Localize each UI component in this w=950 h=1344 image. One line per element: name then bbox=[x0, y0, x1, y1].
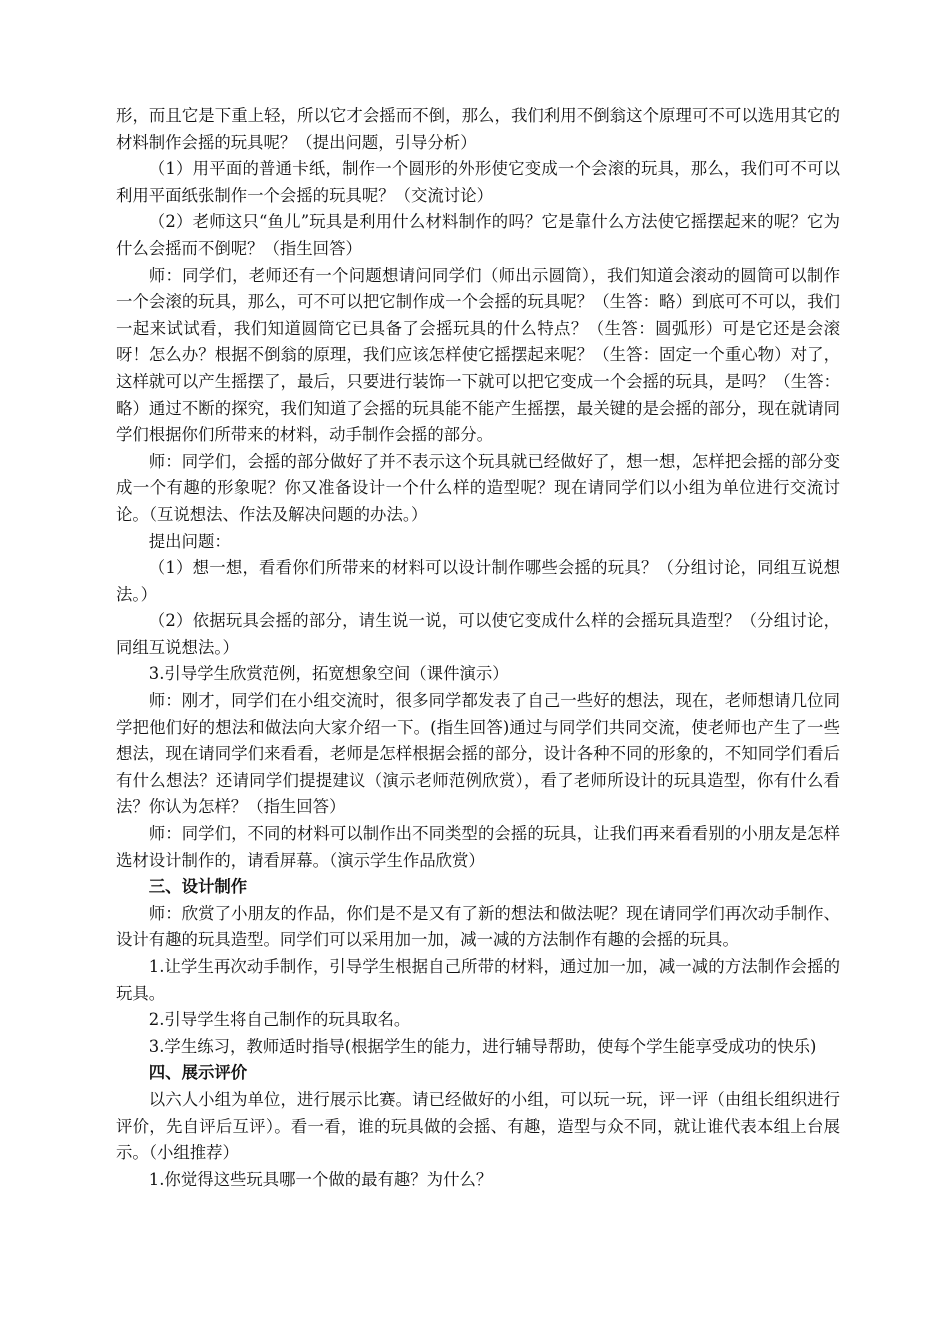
paragraph-discuss-1: （1）想一想，看看你们所带来的材料可以设计制作哪些会摇的玩具？（分组讨论，同组互说想法。） bbox=[116, 558, 840, 604]
paragraph-question-1: （1）用平面的普通卡纸，制作一个圆形的外形使它变成一个会滚的玩具，那么，我们可不可以利用平面纸张制作一个会摇的玩具呢？（交流讨论） bbox=[116, 159, 840, 205]
paragraph-teacher-screen: 师：同学们，不同的材料可以制作出不同类型的会摇的玩具，让我们再来看看别的小朋友是怎样选材设计制作的，请看屏幕。（演示学生作品欣赏） bbox=[116, 824, 840, 870]
section-heading-design: 三、设计制作 bbox=[148, 877, 248, 897]
paragraph-group-contest: 以六人小组为单位，进行展示比赛。请已经做好的小组，可以玩一玩，评一评（由组长组织进行评价，先自评后互评）。看一看，谁的玩具做的会摇、有趣，造型与众不同，就让谁代表本组上台展示。（小组推荐） bbox=[116, 1089, 840, 1163]
paragraph-make-2: 2.引导学生将自己制作的玩具取名。 bbox=[148, 1010, 411, 1030]
paragraph-teacher-appreciate: 师：欣赏了小朋友的作品，你们是不是又有了新的想法和做法呢？现在请同学们再次动手制作、设计有趣的玩具造型。同学们可以采用加一加，减一减的方法制作有趣的会摇的玩具。 bbox=[116, 903, 840, 950]
paragraph-discuss-2: （2）依据玩具会摇的部分，请生说一说，可以使它变成什么样的会摇玩具造型？（分组讨论，同组互说想法。） bbox=[116, 611, 840, 657]
paragraph-eval-question-1: 1.你觉得这些玩具哪一个做的最有趣？为什么？ bbox=[148, 1169, 493, 1189]
paragraph-teacher-cylinder: 师：同学们，老师还有一个问题想请问同学们（师出示圆筒），我们知道会滚动的圆筒可以制作一个会滚的玩具，那么，可不可以把它制作成一个会摇的玩具呢？（生答：略）到底可不可以，我们一起来试试看，我们知道圆筒它已具备了会摇玩具的什么特点？（生答：圆弧形）可是它还是会滚呀！怎么办？根据不倒翁的原理，我们应该怎样使它摇摆起来呢？（生答：固定一个重心物）对了，这样就可以产生摇摆了，最后，只要进行装饰一下就可以把它变成一个会摇的玩具，是吗？（生答：略）通过不断的探究，我们知道了会摇的玩具能不能产生摇摆，最关键的是会摇的部分，现在就请同学们根据你们所带来的材料，动手制作会摇的部分。 bbox=[116, 265, 840, 445]
paragraph-question-2: （2）老师这只“鱼儿”玩具是利用什么材料制作的吗？它是靠什么方法使它摇摆起来的呢？它为什么会摇而不倒呢？（指生回答） bbox=[116, 212, 840, 258]
paragraph-make-3: 3.学生练习，教师适时指导(根据学生的能力，进行辅导帮助，使每个学生能享受成功的快乐) bbox=[148, 1036, 817, 1056]
paragraph-continued: 形，而且它是下重上轻，所以它才会摇而不倒，那么，我们利用不倒翁这个原理可不可以选用其它的材料制作会摇的玩具呢？（提出问题，引导分析） bbox=[116, 106, 840, 152]
section-heading-evaluation: 四、展示评价 bbox=[148, 1063, 248, 1083]
paragraph-teacher-design: 师：同学们，会摇的部分做好了并不表示这个玩具就已经做好了，想一想，怎样把会摇的部分变成一个有趣的形象呢？你又准备设计一个什么样的造型呢？现在请同学们以小组为单位进行交流讨论。（互说想法、作法及解决问题的办法。） bbox=[116, 451, 840, 524]
paragraph-teacher-examples: 师：刚才，同学们在小组交流时，很多同学都发表了自己一些好的想法，现在，老师想请几位同学把他们好的想法和做法向大家介绍一下。(指生回答)通过与同学们共同交流，使老师也产生了一些想法，现在请同学们来看看，老师是怎样根据会摇的部分，设计各种不同的形象的，不知同学们看后有什么想法？还请同学们提提建议（演示老师范例欣赏），看了老师所设计的玩具造型，你有什么看法？你认为怎样？（指生回答） bbox=[116, 691, 840, 817]
paragraph-make-1: 1.让学生再次动手制作，引导学生根据自己所带的材料，通过加一加，减一减的方法制作会摇的玩具。 bbox=[116, 957, 840, 1003]
paragraph-raise-question: 提出问题： bbox=[148, 531, 231, 551]
paragraph-step-3: 3.引导学生欣赏范例，拓宽想象空间（课件演示） bbox=[148, 664, 509, 684]
